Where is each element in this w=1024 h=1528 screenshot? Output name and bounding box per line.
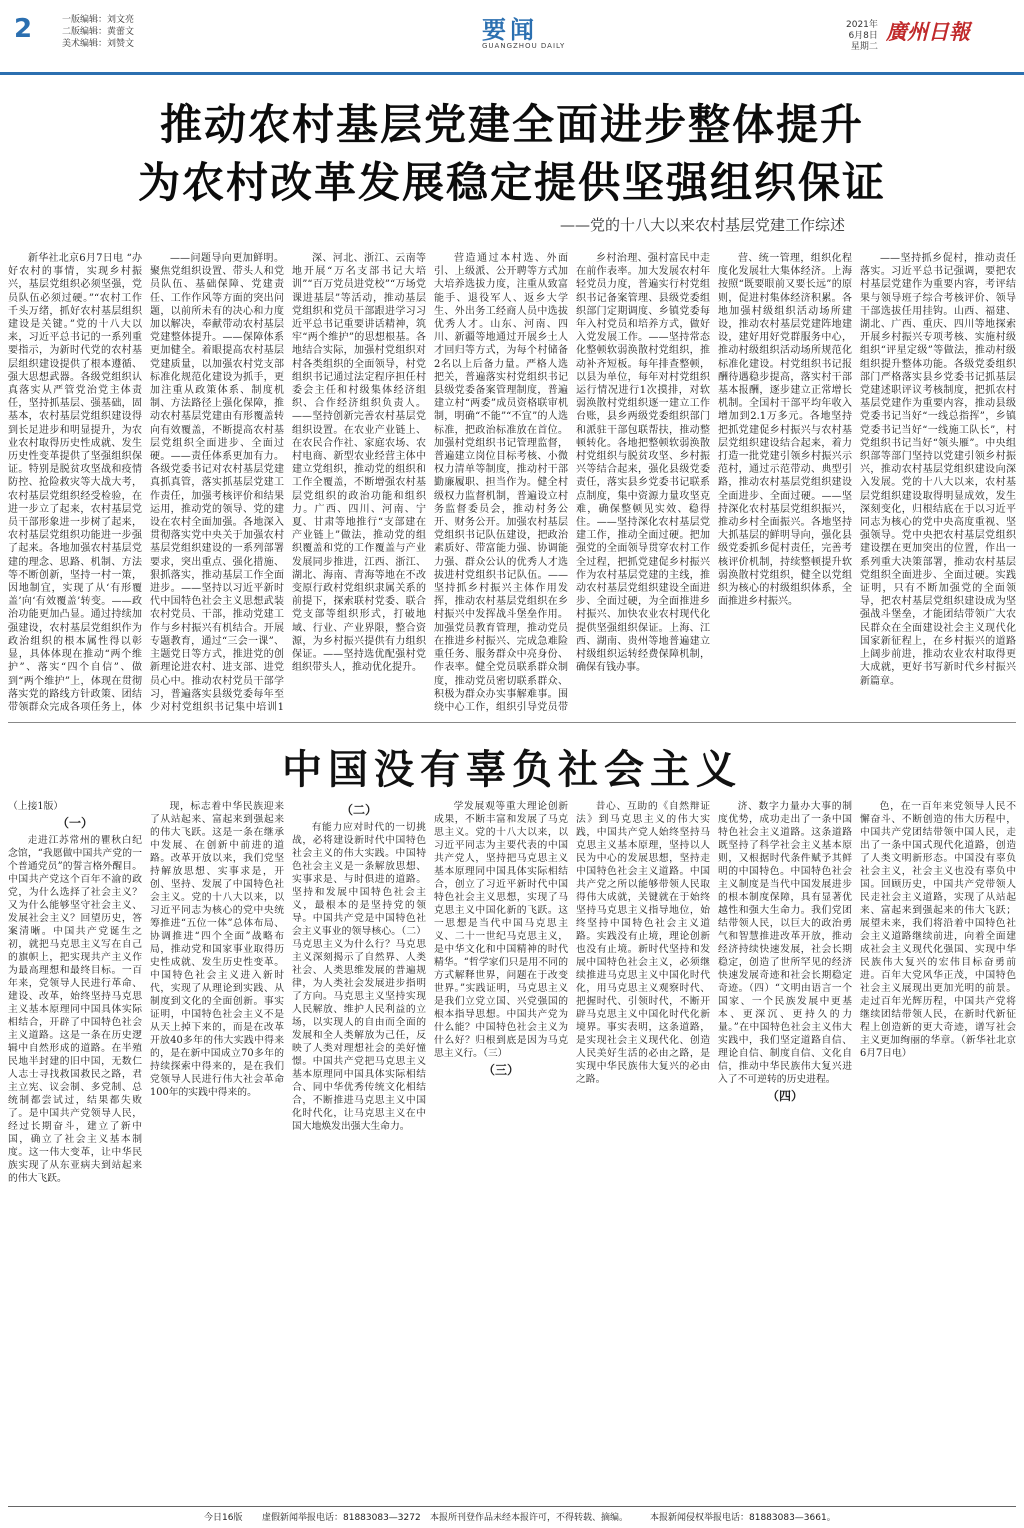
article2-column-3	[292, 800, 426, 1500]
date-weekday: 星期二	[850, 42, 878, 52]
article1-column-7	[860, 252, 1016, 714]
article-divider	[8, 722, 1016, 723]
article2-paragraph: 色，在一百年来党领导人民不懈奋斗、不断创造的伟大历程中，中国共产党团结带领中国人民，走出了一条中国式现代化道路，创造了人类文明新形态。中国没有辜负社会主义，社会主义也没有辜负中国。回顾历史，中国共产党带领人民走社会主义道路，实现了从站起来、富起来到强起来的伟大飞跃；展望未来，我们将沿着中国特色社会主义道路继续前进，向着全面建成社会主义现代化强国、实现中华民族伟大复兴的宏伟目标奋勇前进。百年大党风华正茂，中国特色社会主义展现出更加光明的前景。走过百年光辉历程，中国共产党将继续团结带领人民，在新时代新征程上创造新的更大奇迹，谱写社会主义更加绚丽的华章。（新华社北京6月7日电）	[860, 801, 1016, 1059]
footer-hotline-fake-news: 虚假新闻举报电话：81883083—3272	[262, 1513, 421, 1523]
page-number: 2	[14, 14, 33, 44]
article1-paragraph: 乡村治理、强村富民中走在前作表率。加大发展农村年轻党员力度，普遍实行村党组织书记备案管理、县级党委组织部门定期调度、乡镇党委每年入村党员和培养方式，做好入党发展工作。——坚持常态化整顿软弱涣散村党组织，推动补齐短板。每年排查整顿，以县为单位，每年对村党组织运行情况进行1次摸排，对软弱涣散村党组织逐一建立工作台账，县乡两级党委组织部门和派驻干部包联帮扶，推动整顿转化。各地把整顿软弱涣散村党组织与脱贫攻坚、乡村振兴等结合起来，强化县级党委责任，落实县乡党委书记联系点制度，集中资源力量攻坚克难，确保整顿见实效、稳得住。——坚持深化农村基层党建工作，推动全面过硬。把加强党的全面领导贯穿农村工作全过程，把抓党建促乡村振兴作为农村基层党建的主线，推动农村基层党组织建设全面进步、全面过硬，为全面推进乡村振兴、加快农业农村现代化提供坚强组织保证。上海、江西、湖南、贵州等地普遍建立村级组织运转经费保障机制，确保有钱办事。	[576, 253, 710, 674]
article2-section-head-4: （四）	[766, 1089, 803, 1103]
date-day: 6月8日	[848, 31, 878, 41]
date-year: 2021年	[846, 20, 878, 30]
article2-paragraph: 有能力应对时代的一切挑战，必将建设新时代中国特色社会主义的伟大实践。中国特色社会主义是一条解放思想、实事求是、与时俱进的道路。坚持和发展中国特色社会主义，最根本的是坚持党的领导。中国共产党是中国特色社会主义事业的领导核心。（二）马克思主义为什么行？马克思主义深刻揭示了自然界、人类社会、人类思维发展的普遍规律，为人类社会发展进步指明了方向。马克思主义坚持实现人民解放、维护人民利益的立场，以实现人的自由而全面的发展和全人类解放为己任，反映了人类对理想社会的美好憧憬。中国共产党把马克思主义基本原理同中国具体实际相结合、同中华优秀传统文化相结合，不断推进马克思主义中国化时代化，让马克思主义在中国大地焕发出强大生命力。	[292, 822, 426, 1132]
footer-hotline-infringement: 本报新闻侵权举报电话：81883083—3661。	[650, 1513, 836, 1523]
footer-pages: 今日16版	[204, 1513, 243, 1523]
article1-paragraph: ——问题导向更加鲜明。聚焦党组织设置、带头人和党员队伍、基础保障、党建责任、工作作风等方面的突出问题，以前所未有的决心和力度加以解决，奉献带动农村基层党建整体提升。——保障体系更加健全。着眼提高农村基层党建质量，以加强农村党支部标准化规范化建设为抓手，更加注重从政策体系、制度机制、方法路径上强化保障，推动农村基层党建由有形覆盖转向有效覆盖，不断提高农村基层党组织全面进步、全面过硬。——责任体系更加有力。各级党委书记对农村基层党建真抓真管，落实抓基层党建工作责任，加强考核评价和结果运用，推动党的领导、党的建设在农村全面加强。各地深入贯彻落实党中央关于加强农村基层党组织建设的一系列部署要求，突出重点、强化措施、狠抓落实，推动基层工作全面进步。——坚持以习近平新时代中国特色社会主义思想武装农村党员、干部，推动党建工作与乡村振兴有机结合。开展专题教育，通过“三会一课”、主题党日等方式，推进党的创新理论进农村、进支部、进党员心中。推动农村党员干部学习，普遍落实县级党委每年至少对村党组织书记集中培训1	[150, 253, 284, 713]
newspaper-logo: 廣州日報	[886, 19, 970, 44]
article2-paragraph: 学发展观等重大理论创新成果，不断丰富和发展了马克思主义。党的十八大以来，以习近平同志为主要代表的中国共产党人，坚持把马克思主义基本原理同中国具体实际相结合，创立了习近平新时代中国特色社会主义思想，实现了马克思主义中国化新的飞跃。这一思想是当代中国马克思主义、二十一世纪马克思主义，是中华文化和中国精神的时代精华。“哲学家们只是用不同的方式解释世界，问题在于改变世界。”实践证明，马克思主义是我们立党立国、兴党强国的根本指导思想。中国共产党为什么能？中国特色社会主义为什么好？归根到底是因为马克思主义行。（三）	[434, 801, 568, 1059]
editors-list	[62, 14, 134, 50]
article2-paragraph: 走进江苏常州的瞿秋白纪念馆，“我愿做中国共产党的一个普通党员”的誓言格外醒目。中国共产党这个百年不渝的政党，为什么选择了社会主义？又为什么能够坚守社会主义、发展社会主义？回望历史，答案清晰。中国共产党诞生之初，就把马克思主义写在自己的旗帜上，把实现共产主义作为最高理想和最终目标。一百年来，党领导人民进行革命、建设、改革，始终坚持马克思主义基本原理同中国具体实际相结合，开辟了中国特色社会主义道路。这是一条在历史逻辑中自然形成的道路。在半殖民地半封建的旧中国，无数仁人志士寻找救国救民之路，君主立宪、议会制、多党制、总统制都尝试过，结果都失败了。是中国共产党领导人民，经过长期奋斗，建立了新中国，确立了社会主义基本制度。这一伟大变革，让中华民族实现了从东亚病夫到站起来的伟大飞跃。	[8, 835, 142, 1184]
article1-headline-line2: 为农村改革发展稳定提供坚强组织保证	[137, 158, 886, 207]
footer-divider	[8, 1506, 1016, 1507]
article2-column-5	[576, 800, 710, 1500]
article2-paragraph: 现，标志着中华民族迎来了从站起来、富起来到强起来的伟大飞跃。这是一条在继承中发展、在创新中前进的道路。改革开放以来，我们党坚持解放思想、实事求是，开创、坚持、发展了中国特色社会主义。党的十八大以来，以习近平同志为核心的党中央统筹推进“五位一体”总体布局、协调推进“四个全面”战略布局，推动党和国家事业取得历史性成就、发生历史性变革。中国特色社会主义进入新时代，实现了从理论到实践、从制度到文化的全面创新。事实证明，中国特色社会主义不是从天上掉下来的，而是在改革开放40多年的伟大实践中得来的，是在新中国成立70多年的持续探索中得来的，是在我们党领导人民进行伟大社会革命100年的实践中得来的。	[150, 801, 284, 1098]
article2-section-head-1: （一）	[56, 816, 93, 830]
article2-column-1	[8, 800, 142, 1500]
article2-intro: （上接1版）	[8, 801, 64, 812]
article2-column-2	[150, 800, 284, 1500]
article2-headline: 中国没有辜负社会主义	[282, 747, 742, 793]
article1-paragraph: ——坚持抓乡促村，推动责任落实。习近平总书记强调，要把农村基层党建作为重要内容，考评结果与领导班子综合考核评价、领导干部选拔任用挂钩。山西、福建、湖北、广西、重庆、四川等地探索开展乡村振兴专项考核、实施村级组织“评星定级”等做法，推动村级组织提升整体功能。各级党委组织部门严格落实县乡党委书记抓基层党建述职评议考核制度，把抓农村基层党建作为重要内容，推动县级党委书记当好“一线总指挥”，乡镇党委书记当好“一线施工队长”，村党组织书记当好“领头雁”。中央组织部等部门坚持以党建引领乡村振兴，推动农村基层党组织建设向深入发展。党的十八大以来，农村基层党组织建设取得明显成效，发生深刻变化，归根结底在于以习近平同志为核心的党中央高度重视、坚强领导。党中央把农村基层党组织建设摆在更加突出的位置，作出一系列重大决策部署，推动农村基层党组织全面进步、全面过硬。实践证明，只有不断加强党的全面领导，把农村基层党组织建设成为坚强战斗堡垒，才能团结带领广大农民群众在全面建设社会主义现代化国家新征程上，在乡村振兴的道路上阔步前进，推动农业农村取得更大成就，更好书写新时代乡村振兴新篇章。	[860, 253, 1016, 687]
editor-1: 一版编辑：刘文亮	[62, 15, 135, 25]
article2-column-6	[718, 800, 852, 1500]
issue-date	[846, 20, 878, 53]
article1-column-6	[718, 252, 852, 714]
article1-column-3	[292, 252, 426, 714]
article2-section-head-3: （三）	[482, 1063, 519, 1077]
article2-section-head-2: （二）	[340, 803, 377, 817]
header-divider	[0, 72, 1024, 75]
editor-3: 美术编辑：刘赞文	[62, 39, 135, 49]
article1-column-1	[8, 252, 142, 714]
article1-paragraph: 营、统一管理，组织化程度化发展壮大集体经济。上海按照“既要眼前又要长远”的原则，促进村集体经济积累。各地加强村级组织活动场所建设，推动农村基层党建阵地建设，建好用好党群服务中心，推动村级组织活动场所规范化标准化建设。村党组织书记报酬待遇稳步提高，落实村干部基本报酬，逐步建立正常增长机制。全国村干部平均年收入增加到2.1万多元。各地坚持把抓党建促乡村振兴与农村基层党组织建设结合起来，着力打造一批党建引领乡村振兴示范村，通过示范带动、典型引路，推动农村基层党组织建设全面进步、全面过硬。——坚持深化农村基层党组织振兴，推动乡村全面振兴。各地坚持大抓基层的鲜明导向，强化县级党委抓乡促村责任，完善考核评价机制，持续整顿提升软弱涣散村党组织，健全以党组织为核心的村级组织体系，全面推进乡村振兴。	[718, 253, 852, 608]
article1-headline-line1: 推动农村基层党建全面进步整体提升	[159, 100, 864, 149]
article1-subheadline: ——党的十八大以来农村基层党建工作综述	[560, 216, 846, 234]
article1-paragraph: 新华社北京6月7日电 “办好农村的事情，实现乡村振兴，基层党组织必须坚强，党员队伍必须过硬。”“农村工作千头万绪，抓好农村基层组织建设是关键。”党的十八大以来，习近平总书记的一系列重要指示，为新时代党的农村基层组织建设提供了根本遵循、强大思想武器。各级党组织认真落实从严管党治党主体责任，坚持抓基层、强基础，固基本，农村基层党组织建设得到长足进步和明显提升，为农业农村取得历史性成就、发生历史性变革提供了坚强组织保证。特别是脱贫攻坚战和疫情防控、抢险救灾等大战大考，农村基层党组织经受检验，在进一步立了起来，农村基层党员干部形象进一步树了起来，农村基层党组织功能进一步强了起来。各地加强农村基层党建的理念、思路、机制、方法等不断创新，坚持一村一策，因地制宜，实现了从‘有形覆盖’向‘有效覆盖’转变。——政治功能更加凸显。通过持续加强建设，农村基层党组织作为政治组织的根本属性得以彰显，具体体现在推动“两个维护”、落实“四个自信”、做到“两个维护”上，体现在贯彻落实党的路线方针政策、团结带领群众完成各项任务上，体	[8, 253, 142, 713]
article1-column-2	[150, 252, 284, 714]
editor-2: 二版编辑：黄蕾文	[62, 27, 135, 37]
article2-paragraph: 昔心、互助的《自然辩证法》到马克思主义的伟大实践，中国共产党人始终坚持马克思主义基本原理，坚持以人民为中心的发展思想，坚持走中国特色社会主义道路。中国共产党之所以能够带领人民取得伟大成就，关键就在于始终坚持马克思主义指导地位，始终坚持中国特色社会主义道路。实践没有止境，理论创新也没有止境。新时代坚持和发展中国特色社会主义，必须继续推进马克思主义中国化时代化，用马克思主义观察时代、把握时代、引领时代，不断开辟马克思主义中国化时代化新境界。事实表明，这条道路，是实现社会主义现代化、创造人民美好生活的必由之路，是实现中华民族伟大复兴的必由之路。	[576, 801, 710, 1085]
article2-column-7	[860, 800, 1016, 1500]
article1-column-5	[576, 252, 710, 714]
article1-column-4	[434, 252, 568, 714]
section-title: 要闻	[482, 15, 538, 44]
article1-paragraph: 营造通过本村选、外面引、上级派、公开聘等方式加大培养选拔力度，注重从致富能手、退役军人、返乡大学生、外出务工经商人员中选拔优秀人才。山东、河南、四川、新疆等地通过开展乡土人才回归等方式，为每个村储备2名以上后备力量。严格人选把关，普遍落实村党组织书记县级党委备案管理制度，普遍建立村“两委”成员资格联审机制，明确“不能”“不宜”的人选标准，把政治标准放在首位。加强村党组织书记管理监督，普遍建立岗位目标考核、小微权力清单等制度，推动村干部勤廉履职、担当作为。健全村级权力监督机制，普遍设立村务监督委员会，推动村务公开、财务公开。加强农村基层党组织书记队伍建设，把政治素质好、带富能力强、协调能力强、群众公认的优秀人才选拔进村党组织书记队伍。——坚持抓乡村振兴主体作用发挥，推动农村基层党组织在乡村振兴中发挥战斗堡垒作用。加强党员教育管理，推动党员在推进乡村振兴、完成急难险重任务、服务群众中亮身份、作表率。健全党员联系群众制度，推动党员密切联系群众、积极为群众办实事解难事。围绕中心工作，组织引导党员带	[434, 253, 568, 713]
masthead	[0, 0, 1024, 78]
article2-paragraph: 济、数字力量办大事的制度优势，成功走出了一条中国特色社会主义道路。这条道路既坚持了科学社会主义基本原则，又根据时代条件赋予其鲜明的中国特色。中国特色社会主义制度是当代中国发展进步的根本制度保障，具有显著优越性和强大生命力。我们党团结带领人民，以巨大的政治勇气和智慧推进改革开放，推动经济持续快速发展，社会长期稳定，创造了世所罕见的经济快速发展奇迹和社会长期稳定奇迹。（四）“文明由语言一个国家、一个民族发展中更基本、更深沉、更持久的力量。”在中国特色社会主义伟大实践中，我们坚定道路自信、理论自信、制度自信、文化自信，推动中华民族伟大复兴进入了不可逆转的历史进程。	[718, 801, 852, 1085]
article2-column-4	[434, 800, 568, 1500]
section-title-en: GUANGZHOU DAILY	[482, 42, 566, 50]
footer-copyright-notice: 本报所刊登作品未经本报许可，不得转载、摘编。	[430, 1513, 629, 1523]
article1-paragraph: 深、河北、浙江、云南等地开展“万名支部书记大培训”“百万党员进党校”“万场党课进基层”等活动，推动基层党组织和党员干部跟进学习习近平总书记重要讲话精神，筑牢“两个维护”的思想根基。各地结合实际，加强村党组织对村各类组织的全面领导，村党组织书记通过法定程序担任村委会主任和村级集体经济组织、合作经济组织负责人。——坚持创新完善农村基层党组织设置。在农业产业链上、在农民合作社、家庭农场、农村电商、新型农业经营主体中建立党组织，推动党的组织和工作全覆盖，不断增强农村基层党组织的政治功能和组织力。广西、四川、河南、宁夏、甘肃等地推行“支部建在产业链上”做法，推动党的组织覆盖和党的工作覆盖与产业发展同步推进，江西、浙江、湖北、海南、青海等地在不改变原行政村党组织隶属关系的前提下，探索联村党委、联合党支部等组织形式，打破地域、行业、产业界限，整合资源，为乡村振兴提供有力组织保证。——坚持选优配强村党组织带头人，推动优化提升。	[292, 253, 426, 674]
